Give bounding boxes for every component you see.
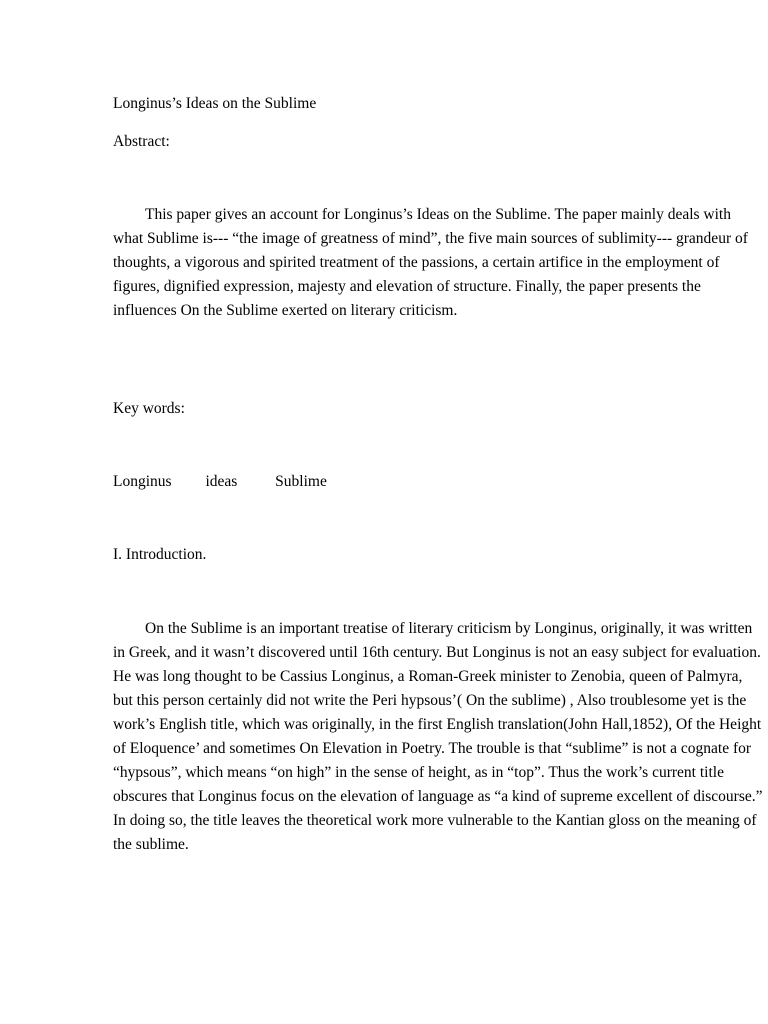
introduction-paragraph: On the Sublime is an important treatise of literary criticism by Longinus, originally, it was written in Greek, and it wasn’t discovered until 16th century. But Longinus is not an easy subject for evaluation. He was long thought to be Cassius Longinus, a Roman-Greek minister to Zenobia, queen of Palmyra, but this person certainly did not write the Peri hypsous’( On the sublime) , Also troublesome yet is the work’s English title, which was originally, in the first English translation(John Hall,1852), Of the Height of Eloquence’ and sometimes On Elevation in Poetry. The trouble is that “sublime” is not a cognate for “hypsous”, which means “on high” in the sense of height, as in “top”. Thus the work’s current title obscures that Longinus focus on the elevation of language as “a kind of supreme excellent of discourse.” In doing so, the title leaves the theoretical work more vulnerable to the Kantian gloss on the meaning of the sublime. [113,620,763,853]
keyword-item: Sublime [275,473,327,490]
keyword-item: Longinus [113,473,172,490]
keywords-list [113,470,327,494]
abstract-heading: Abstract: [113,133,170,150]
keywords-heading: Key words: [113,400,185,417]
keyword-item: ideas [205,473,238,490]
section-heading: I. Introduction. [113,546,207,563]
document-title: Longinus’s Ideas on the Sublime [113,95,317,112]
abstract-paragraph: This paper gives an account for Longinus’s Ideas on the Sublime. The paper mainly deals with what Sublime is--- “the image of greatness of mind”, the five main sources of sublimity--- grandeur of thoughts, a vigorous and spirited treatment of the passions, a certain artifice in the employment of figures, dignified expression, majesty and elevation of structure. Finally, the paper presents the influences On the Sublime exerted on literary criticism. [113,206,748,319]
